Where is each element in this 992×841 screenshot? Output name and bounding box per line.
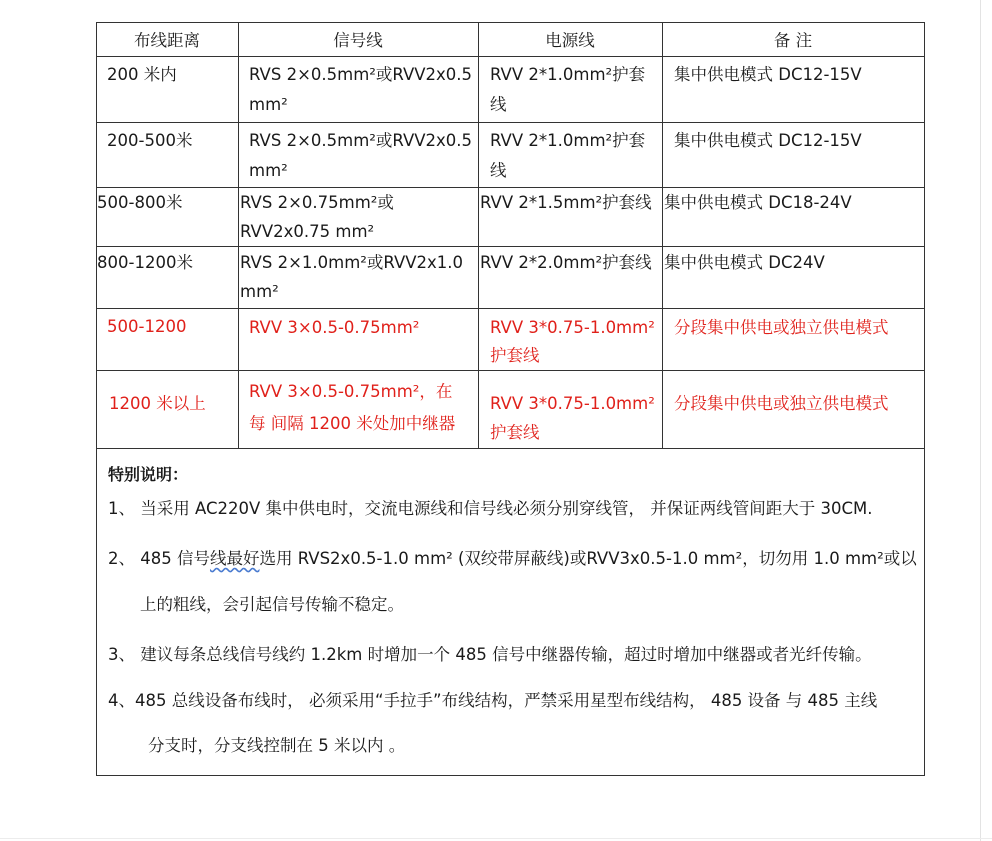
note-2-prefix: 2、 485 信号 [108, 549, 210, 568]
notes-title: 特别说明： [108, 465, 189, 484]
page-edge-bottom [0, 838, 992, 839]
note-3: 3、 建议每条总线信号线约 1.2km 时增加一个 485 信号中继器传输，超过时增加中继器或者光纤传输。 [108, 645, 872, 664]
note-4-continuation: 分支时，分支线控制在 5 米以内 。 [148, 736, 406, 755]
cell-remark: 集中供电模式 DC12-15V [674, 65, 862, 84]
cell-distance: 800-1200米 [97, 253, 193, 272]
cell-signal-cont: 每 间隔 1200 米处加中继器 [249, 414, 456, 433]
cell-remark: 集中供电模式 DC12-15V [674, 131, 862, 150]
col-divider [478, 187, 479, 448]
header-power-wire: 电源线 [545, 31, 595, 50]
cell-power: RVV 2*1.5mm²护套线 [480, 193, 652, 212]
note-2-suffix: 选用 RVS2x0.5-1.0 mm² (双绞带屏蔽线)或RVV3x0.5-1.0 mm²，切勿用 1.0 mm²或以 [259, 549, 917, 568]
cell-distance: 500-800米 [97, 193, 183, 212]
cell-signal: RVV 3×0.5-0.75mm² [249, 318, 420, 337]
cell-power: RVV 3*0.75-1.0mm² [490, 394, 655, 413]
cell-distance: 1200 米以上 [109, 394, 206, 413]
cell-signal-cont: mm² [249, 95, 288, 114]
cell-power: RVV 2*1.0mm²护套 [490, 65, 646, 84]
cell-remark: 集中供电模式 DC24V [664, 253, 825, 272]
cell-distance: 500-1200 [107, 317, 187, 336]
page-edge [980, 0, 981, 841]
cell-remark: 分段集中供电或独立供电模式 [674, 394, 889, 413]
header-signal-wire: 信号线 [333, 31, 383, 50]
row-divider [96, 122, 925, 123]
cell-remark: 分段集中供电或独立供电模式 [674, 318, 889, 337]
cell-signal: RVS 2×0.5mm²或RVV2x0.5 [249, 65, 473, 84]
cell-signal: RVV 3×0.5-0.75mm²，在 [249, 382, 453, 401]
cell-power-cont: 护套线 [490, 346, 540, 365]
note-4: 4、485 总线设备布线时， 必须采用“手拉手”布线结构，严禁采用星型布线结构， 485 设备 与 485 主线 [108, 691, 878, 710]
note-2 [108, 544, 917, 574]
row-divider [96, 246, 925, 247]
cell-power-cont: 护套线 [490, 423, 540, 442]
cell-power-cont: 线 [490, 95, 507, 114]
header-remarks: 备 注 [773, 31, 813, 50]
cell-power-cont: 线 [490, 161, 507, 180]
note-2-continuation: 上的粗线，会引起信号传输不稳定。 [140, 595, 404, 614]
cell-signal-cont: mm² [249, 161, 288, 180]
row-divider [96, 308, 925, 309]
cell-signal: RVS 2×1.0mm²或RVV2x1.0 [240, 253, 464, 272]
cell-signal: RVS 2×0.5mm²或RVV2x0.5 [249, 131, 473, 150]
cell-distance: 200 米内 [107, 65, 177, 84]
cell-power: RVV 2*2.0mm²护套线 [480, 253, 652, 272]
cell-distance: 200-500米 [107, 131, 193, 150]
cell-power: RVV 2*1.0mm²护套 [490, 131, 646, 150]
spellcheck-underlined-text: 线最好 [209, 549, 260, 568]
cell-signal-cont: RVV2x0.75 mm² [240, 222, 375, 241]
row-divider [96, 448, 925, 449]
col-divider [662, 187, 663, 448]
cell-power: RVV 3*0.75-1.0mm² [490, 318, 655, 337]
col-divider [238, 187, 239, 448]
note-1: 1、 当采用 AC220V 集中供电时，交流电源线和信号线必须分别穿线管， 并保证两线管间距大于 30CM. [108, 499, 873, 518]
cell-remark: 集中供电模式 DC18-24V [664, 193, 852, 212]
cell-signal-cont: mm² [240, 282, 279, 301]
header-distance: 布线距离 [134, 31, 200, 50]
cell-signal: RVS 2×0.75mm²或 [240, 193, 394, 212]
